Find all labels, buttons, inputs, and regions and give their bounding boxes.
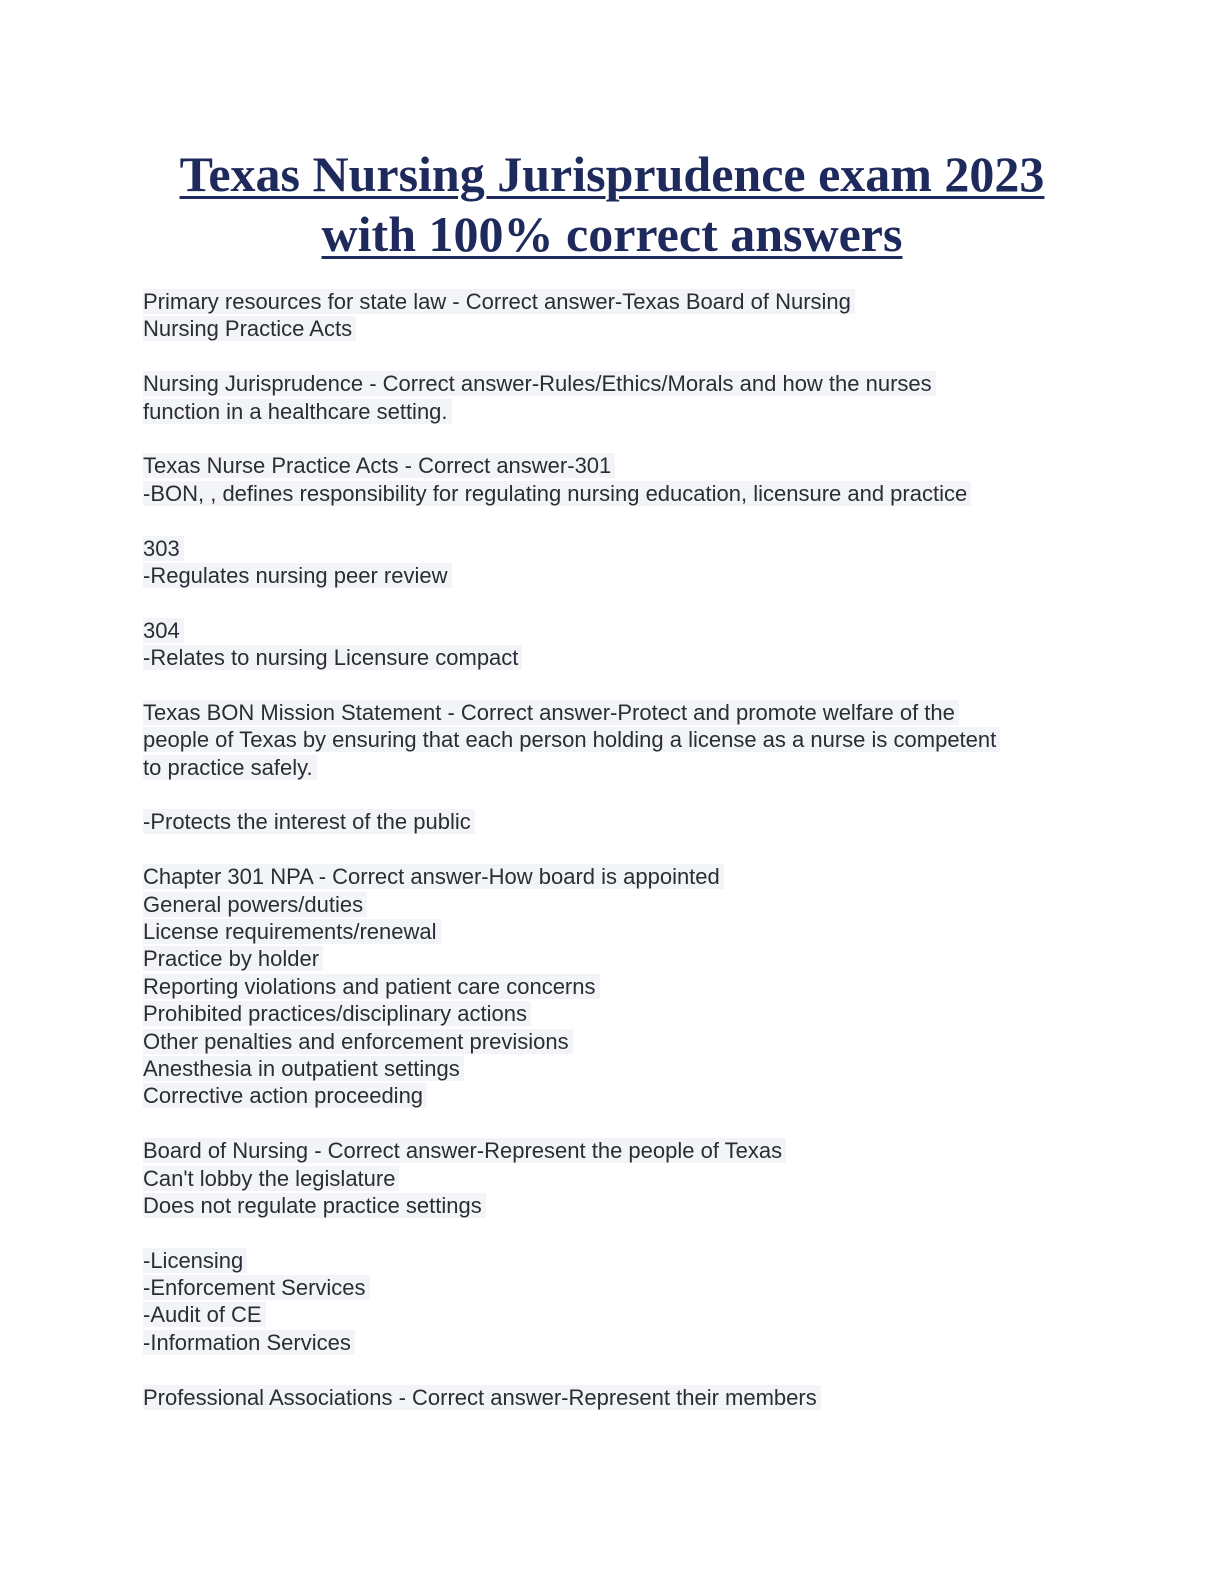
document-body [143,288,1093,1438]
qa-block [143,1384,1093,1411]
qa-block [143,808,1093,835]
text-line: Corrective action proceeding [143,1083,427,1108]
text-line: -Enforcement Services [143,1275,370,1300]
qa-block [143,699,1093,781]
qa-block [143,452,1093,507]
qa-block [143,288,1093,343]
text-line: General powers/duties [143,892,367,917]
qa-block [143,1247,1093,1357]
text-line: -Audit of CE [143,1302,266,1327]
qa-block [143,370,1093,425]
text-line: License requirements/renewal [143,919,441,944]
text-line: people of Texas by ensuring that each person holding a license as a nurse is competent [143,727,1000,752]
text-line: Anesthesia in outpatient settings [143,1056,464,1081]
text-line: Nursing Practice Acts [143,316,356,341]
qa-block [143,863,1093,1110]
text-line: -Licensing [143,1248,247,1273]
text-line: Chapter 301 NPA - Correct answer-How board is appointed [143,864,724,889]
qa-block [143,535,1093,590]
text-line: Nursing Jurisprudence - Correct answer-Rules/Ethics/Morals and how the nurses [143,371,936,396]
text-line: Does not regulate practice settings [143,1193,486,1218]
text-line: Other penalties and enforcement previsions [143,1029,573,1054]
text-line: Practice by holder [143,946,323,971]
text-line: 303 [143,536,184,561]
text-line: Board of Nursing - Correct answer-Represent the people of Texas [143,1138,786,1163]
text-line: to practice safely. [143,755,317,780]
text-line: Reporting violations and patient care concerns [143,974,600,999]
title-line-2: with 100% correct answers [321,206,903,262]
text-line: Can't lobby the legislature [143,1166,399,1191]
text-line: -BON, , defines responsibility for regulating nursing education, licensure and practice [143,481,971,506]
text-line: Prohibited practices/disciplinary actions [143,1001,531,1026]
text-line: -Regulates nursing peer review [143,563,452,588]
qa-block [143,617,1093,672]
text-line: Texas BON Mission Statement - Correct answer-Protect and promote welfare of the [143,700,959,725]
text-line: Texas Nurse Practice Acts - Correct answer-301 [143,453,615,478]
title-line-1: Texas Nursing Jurisprudence exam 2023 [179,146,1045,202]
text-line: -Information Services [143,1330,355,1355]
document-title [0,144,1224,264]
text-line: function in a healthcare setting. [143,399,452,424]
text-line: -Relates to nursing Licensure compact [143,645,522,670]
qa-block [143,1137,1093,1219]
text-line: -Protects the interest of the public [143,809,475,834]
text-line: 304 [143,618,184,643]
text-line: Primary resources for state law - Correct answer-Texas Board of Nursing [143,289,855,314]
text-line: Professional Associations - Correct answer-Represent their members [143,1385,821,1410]
